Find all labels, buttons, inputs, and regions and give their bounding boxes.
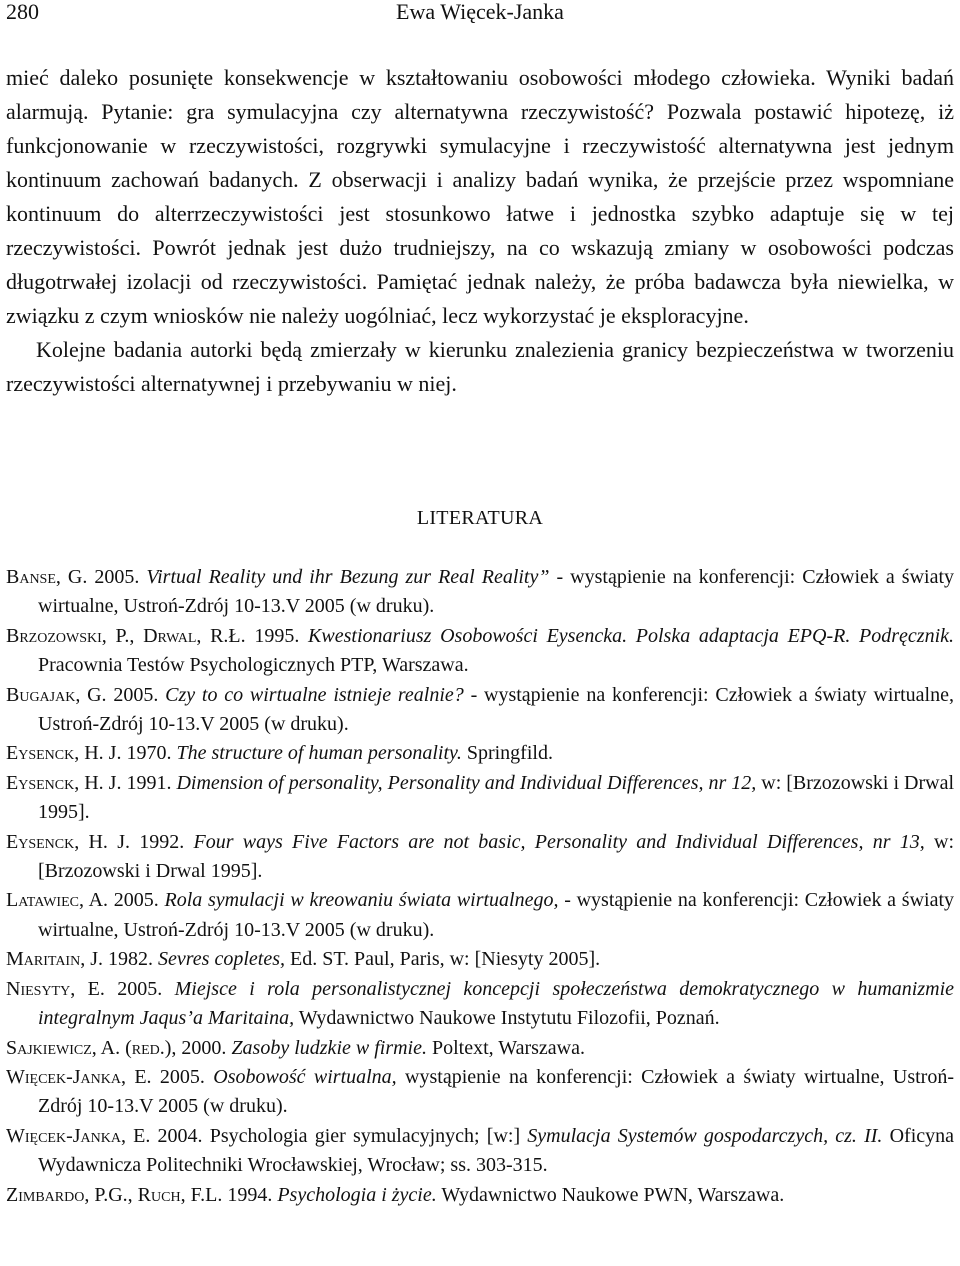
reference-details: wystąpienie na konferencji: Człowiek a światy wirtualne, Ustroń-Zdrój 10-13.V 2005 (w druku). [38, 1065, 954, 1118]
body-paragraph: Kolejne badania autorki będą zmierzały w kierunku znalezienia granicy bezpieczeństwa w tworzeniu rzeczywistości alternatywnej i przebywaniu w niej. [6, 337, 954, 396]
reference-author: Eysenck, H. J. 1992. [6, 830, 185, 853]
reference-author: Sajkiewicz, A. (red.), 2000. [6, 1036, 227, 1059]
reference-item [6, 975, 954, 1034]
reference-title: Czy to co wirtualne istnieje realnie? [165, 683, 464, 706]
reference-item [6, 945, 954, 974]
reference-details: Poltext, Warszawa. [426, 1036, 585, 1059]
reference-details: Wydawnictwo Naukowe Instytutu Filozofii, Poznań. [294, 1007, 720, 1030]
reference-author: Zimbardo, P.G., Ruch, F.L. 1994. [6, 1183, 273, 1206]
running-head-author: Ewa Więcek-Janka [396, 0, 564, 24]
reference-details: w: [Brzozowski i Drwal 1995]. [38, 830, 955, 883]
reference-author: Eysenck, H. J. 1970. [6, 742, 172, 765]
reference-title: Virtual Reality und ihr Bezung zur Real Reality” [146, 566, 550, 588]
reference-prefix: Psychologia gier symulacyjnych; [w:] [202, 1124, 528, 1147]
reference-details: Springfild. [461, 742, 553, 765]
reference-details: - wystąpienie na konferencji: Człowiek a światy wirtualne, Ustroń-Zdrój 10-13.V 2005 (w druku). [38, 889, 955, 941]
page-number: 280 [6, 0, 39, 24]
reference-item [6, 1122, 954, 1181]
reference-author: Niesyty, E. 2005. [6, 977, 163, 1000]
reference-title: Kwestionariusz Osobowości Eysencka. Polska adaptacja EPQ-R. Podręcznik. [308, 624, 954, 647]
reference-details: Oficyna Wydawnicza Politechniki Wrocławskiej, Wrocław; ss. 303-315. [38, 1124, 955, 1177]
reference-author: Banse, G. 2005. [6, 566, 140, 588]
body-text [6, 61, 954, 401]
reference-item [6, 739, 954, 768]
reference-details: Wydawnictwo Naukowe PWN, Warszawa. [436, 1183, 785, 1206]
reference-item [6, 1034, 954, 1063]
reference-author: Latawiec, A. 2005. [6, 889, 159, 912]
reference-item [6, 563, 954, 622]
reference-details: Ed. ST. Paul, Paris, w: [Niesyty 2005]. [284, 948, 601, 971]
reference-item [6, 1063, 954, 1122]
reference-item [6, 828, 954, 887]
reference-title: Rola symulacji w kreowaniu świata wirtualnego, [164, 889, 559, 912]
reference-author: Więcek-Janka, E. 2005. [6, 1065, 205, 1088]
reference-author: Bugajak, G. 2005. [6, 683, 159, 706]
reference-title: The structure of human personality. [176, 742, 462, 765]
reference-details: Pracownia Testów Psychologicznych PTP, Warszawa. [38, 654, 469, 677]
reference-author: Więcek-Janka, E. 2004. [6, 1124, 203, 1147]
reference-author: Eysenck, H. J. 1991. [6, 771, 172, 794]
reference-details: - wystąpienie na konferencji: Człowiek a światy wirtualne, Ustroń-Zdrój 10-13.V 2005 (w druku). [38, 566, 955, 618]
reference-title: Osobowość wirtualna, [213, 1065, 397, 1088]
reference-item [6, 622, 954, 681]
reference-title: Psychologia i życie. [277, 1183, 437, 1206]
reference-title: Dimension of personality, Personality and Individual Differences, nr 12, [176, 771, 757, 794]
reference-title: Miejsce i rola personalistycznej koncepcji społeczeństwa demokratycznego w humanizmie integralnym Jaqus’a Maritaina, [38, 977, 955, 1030]
reference-title: Sevres copletes, [158, 948, 285, 971]
reference-details: w: [Brzozowski i Drwal 1995]. [38, 771, 955, 824]
body-paragraph: mieć daleko posunięte konsekwencje w kształtowaniu osobowości młodego człowieka. Wyniki badań alarmują. Pytanie: gra symulacyjna czy alternatywna rzeczywistość? Pozwala postawić hipotezę, iż funkcjonowanie w rzeczywistości, rozgrywki symulacyjne i rzeczywistość alternatywna jest jednym kontinuum zachowań badanych. Z obserwacji i analizy badań wynika, że przejście przez wspomniane kontinuum do alterrzeczywistości jest stosunkowo łatwe i jednostka szybko adaptuje się w tej rzeczywistości. Powrót jednak jest dużo trudniejszy, na co wskazują zmiany w osobowości podczas długotrwałej izolacji od rzeczywistości. Pamiętać jednak należy, że próba badawcza była niewielka, w związku z czym wniosków nie należy uogólniać, lecz wykorzystać je eksploracyjne. [6, 65, 954, 328]
reference-item [6, 681, 954, 740]
running-header [0, 0, 960, 24]
reference-list [6, 563, 954, 1210]
reference-title: Symulacja Systemów gospodarczych, cz. II. [527, 1124, 883, 1147]
reference-author: Maritain, J. 1982. [6, 948, 153, 971]
reference-item [6, 1181, 954, 1210]
reference-item [6, 886, 954, 945]
reference-title: Four ways Five Factors are not basic, Personality and Individual Differences, nr 13, [193, 830, 925, 853]
reference-title: Zasoby ludzkie w firmie. [231, 1036, 427, 1059]
reference-author: Brzozowski, P., Drwal, R.Ł. 1995. [6, 624, 300, 647]
reference-item [6, 769, 954, 828]
reference-details: - wystąpienie na konferencji: Człowiek a światy wirtualne, Ustroń-Zdrój 10-13.V 2005 (w druku). [38, 683, 954, 736]
section-title: LITERATURA [416, 507, 544, 529]
